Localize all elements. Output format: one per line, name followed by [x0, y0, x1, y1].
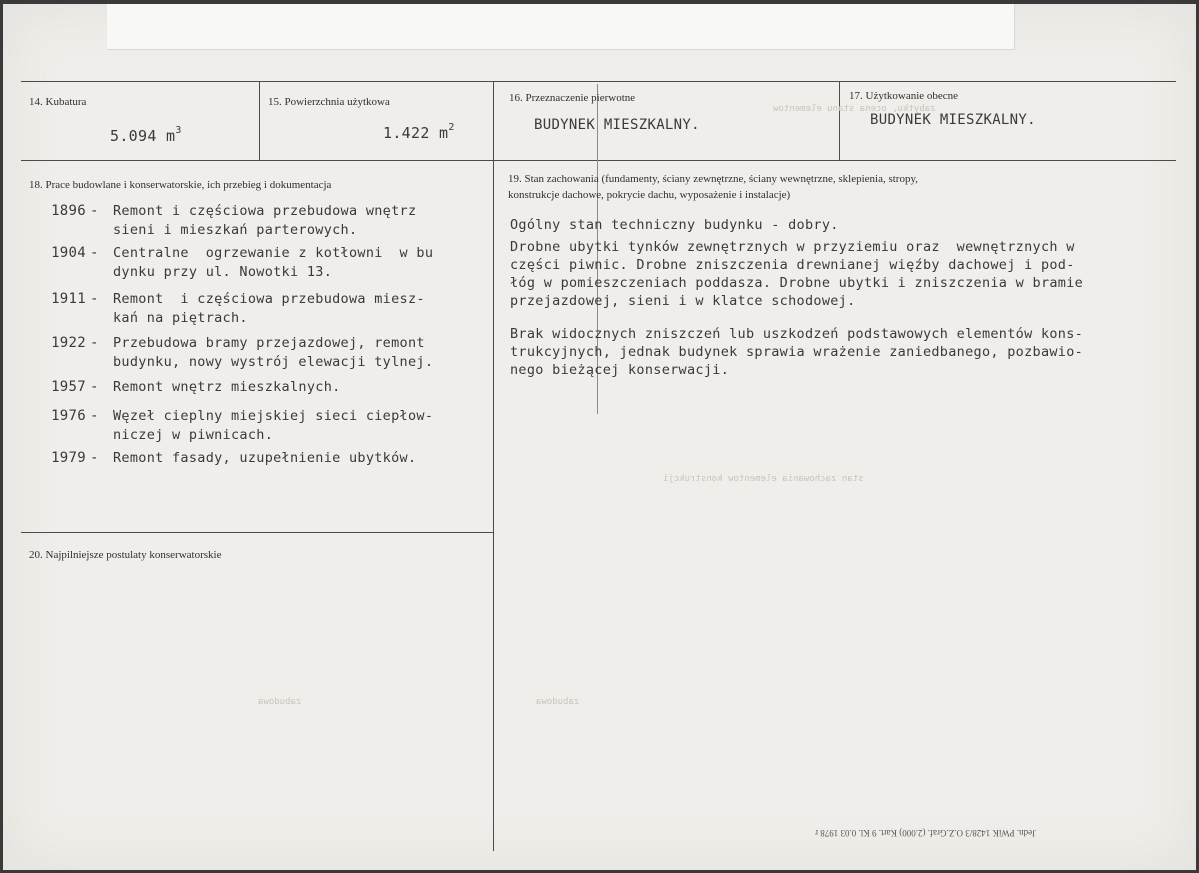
stan-paragraph-1: Ogólny stan techniczny budynku - dobry.: [510, 217, 839, 233]
prace-dash: -: [90, 379, 99, 395]
document-card: [3, 4, 1196, 870]
postulaty-label: 20. Najpilniejsze postulaty konserwatorskie: [29, 549, 222, 561]
prace-dash: -: [90, 245, 99, 261]
print-footer: Jedn. PWiK 1428/3 O.Z.Graf. (2.000) Kart. 9 Kl. 0.03 1978 r: [815, 828, 1036, 838]
show-through-4: zabudowa: [536, 697, 580, 707]
powierzchnia-value: 1.422 $m^2$: [383, 122, 455, 142]
prace-label: 18. Prace budowlane i konserwatorskie, ich przebieg i dokumentacja: [29, 179, 332, 191]
prace-dash: -: [90, 335, 99, 351]
przeznaczenie-value: BUDYNEK MIESZKALNY.: [534, 117, 700, 133]
prace-year: 1896: [51, 203, 86, 219]
prace-dash: -: [90, 291, 99, 307]
kubatura-label: 14. Kubatura: [29, 96, 87, 108]
stan-label-line2: konstrukcje dachowe, pokrycie dachu, wyposażenie i instalacje): [508, 189, 791, 201]
stan-paragraph-2: Drobne ubytki tynków zewnętrznych w przyziemiu oraz wewnętrznych w części piwnic. Drobne zniszczenia drewnianej więźby dachowej i pod- łóg w pomieszczeniach poddasza. Drobne ubytki i zniszczenia w bramie przejazdowej, sieni i w klatce schodowej.: [510, 239, 1084, 309]
powierzchnia-label: 15. Powierzchnia użytkowa: [268, 96, 390, 108]
prace-year: 1976: [51, 408, 86, 424]
prace-entry-text: Remont wnętrz mieszkalnych.: [113, 379, 341, 395]
prace-entry-text: Remont fasady, uzupełnienie ubytków.: [113, 450, 417, 466]
show-through-3: zabudowa: [258, 697, 302, 707]
prace-entry-text: Remont i częściowa przebudowa miesz- kań na piętrach.: [113, 291, 425, 326]
rule-row1-bottom: [21, 160, 1176, 161]
rule-top: [21, 81, 1176, 82]
divider-15-16: [493, 81, 494, 851]
rule-section20-top: [21, 532, 493, 533]
prace-entry-text: Centralne ogrzewanie z kotłowni w bu dynku przy ul. Nowotki 13.: [113, 245, 434, 280]
prace-year: 1911: [51, 291, 86, 307]
prace-year: 1957: [51, 379, 86, 395]
prace-entry-text: Węzeł cieplny miejskiej sieci ciepłow- niczej w piwnicach.: [113, 408, 434, 443]
prace-dash: -: [90, 203, 99, 219]
prace-entry-text: Remont i częściowa przebudowa wnętrz sieni i mieszkań parterowych.: [113, 203, 417, 238]
stan-paragraph-3: Brak widocznych zniszczeń lub uszkodzeń podstawowych elementów kons- trukcyjnych, jednak budynek sprawia wrażenie zaniedbanego, pozbawio- nego bieżącej konserwacji.: [510, 326, 1084, 378]
przeznaczenie-label: 16. Przeznaczenie pierwotne: [509, 92, 636, 104]
show-through-2: stan zachowania elementow konstrukcji: [663, 474, 864, 484]
uzytkowanie-value: BUDYNEK MIESZKALNY.: [870, 112, 1036, 128]
index-tab: [107, 4, 1015, 50]
stan-label-line1: 19. Stan zachowania (fundamenty, ściany zewnętrzne, ściany wewnętrzne, sklepienia, stropy,: [508, 173, 919, 185]
show-through-1: zabytku, ocena stanu elementow: [773, 104, 936, 114]
prace-dash: -: [90, 450, 99, 466]
prace-year: 1979: [51, 450, 86, 466]
kubatura-value: 5.094 $m^3$: [110, 125, 182, 145]
divider-14-15: [259, 81, 260, 161]
divider-16-17: [839, 81, 840, 161]
uzytkowanie-label: 17. Użytkowanie obecne: [849, 90, 959, 102]
prace-year: 1904: [51, 245, 86, 261]
prace-entry-text: Przebudowa bramy przejazdowej, remont budynku, nowy wystrój elewacji tylnej.: [113, 335, 434, 370]
prace-year: 1922: [51, 335, 86, 351]
prace-dash: -: [90, 408, 99, 424]
